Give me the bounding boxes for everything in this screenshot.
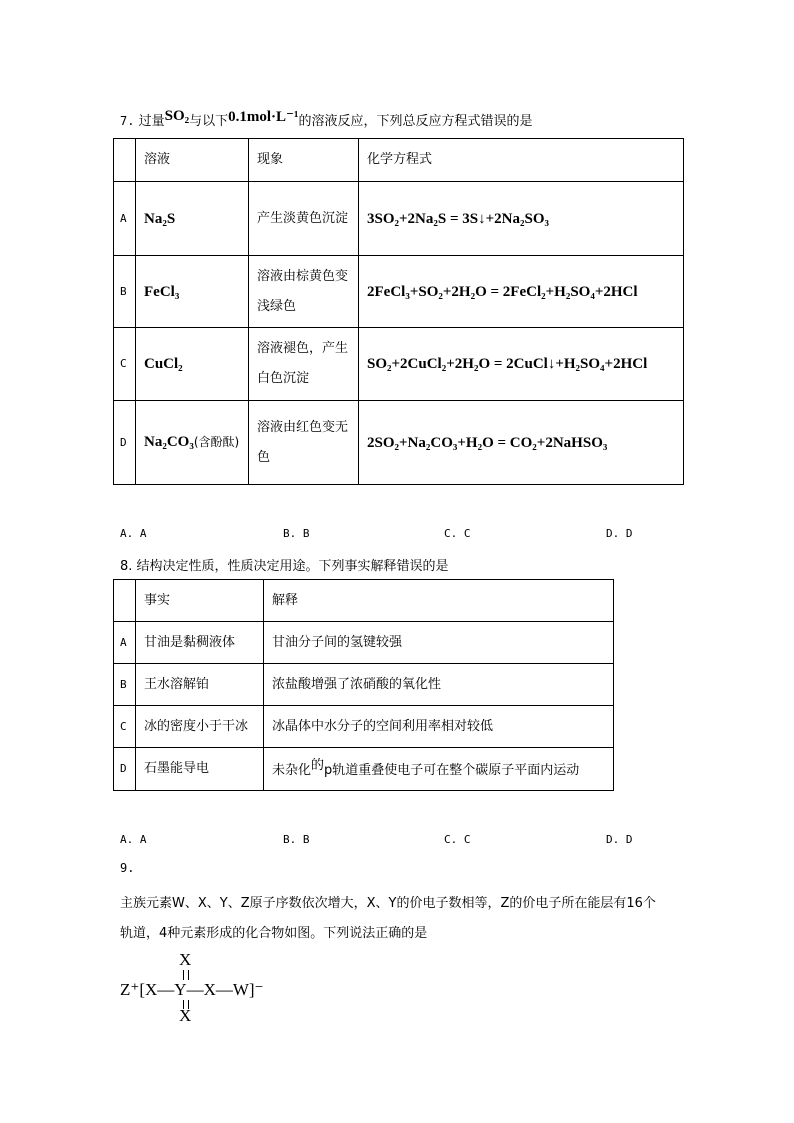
equation-cell: 2FeCl₃+SO₂+2H₂O = 2FeCl₂+H₂SO₄+2HCl — [359, 256, 684, 328]
explanation-de: 的 — [311, 758, 325, 773]
header-cell — [114, 139, 136, 182]
structure-top-x: X — [179, 950, 192, 969]
header-cell: 现象 — [249, 139, 359, 182]
table-row — [114, 401, 684, 485]
phenomenon-cell: 溶液由棕黄色变浅绿色 — [249, 256, 359, 328]
q8-option-b[interactable]: B. B — [283, 833, 310, 846]
solution-formula: Na₂CO₃ — [144, 434, 194, 450]
solution-cell: FeCl₃ — [136, 256, 249, 328]
fact-cell: 王水溶解铂 — [136, 664, 264, 706]
q7-stem-post: 的溶液反应，下列总反应方程式错误的是 — [298, 114, 533, 129]
solution-cell — [136, 401, 249, 485]
q9-stem-line1: 主族元素W、X、Y、Z原子序数依次增大，X、Y的价电子数相等，Z的价电子所在能层有16个 — [120, 896, 656, 911]
phenomenon-cell: 产生淡黄色沉淀 — [249, 182, 359, 256]
solution-cell: Na₂S — [136, 182, 249, 256]
q8-option-c[interactable]: C. C — [444, 833, 471, 846]
row-label: D — [114, 401, 136, 485]
q7-table — [113, 138, 684, 485]
row-label: A — [114, 182, 136, 256]
table-row — [114, 256, 684, 328]
header-cell: 溶液 — [136, 139, 249, 182]
row-label: C — [114, 706, 136, 748]
explanation-cell: 甘油分子间的氢键较强 — [264, 622, 614, 664]
fact-cell: 甘油是黏稠液体 — [136, 622, 264, 664]
phenomenon-cell: 溶液由红色变无色 — [249, 401, 359, 485]
structure-main-chain: Z⁺[X—Y—X—W]⁻ — [120, 980, 264, 999]
q8-option-a[interactable]: A. A — [120, 833, 147, 846]
q7-so2: SO₂ — [164, 108, 190, 124]
q9-number: 9. — [120, 861, 135, 875]
row-label: A — [114, 622, 136, 664]
q7-number: 7. — [120, 114, 135, 128]
fact-cell: 冰的密度小于干冰 — [136, 706, 264, 748]
q8-table — [113, 579, 614, 791]
fact-cell: 石墨能导电 — [136, 748, 264, 791]
q9-stem-line2: 轨道，4种元素形成的化合物如图。下列说法正确的是 — [120, 926, 428, 941]
table-row — [114, 622, 614, 664]
structure-bottom-x: X — [179, 1006, 192, 1025]
row-label: B — [114, 256, 136, 328]
q8-stem: 8. 结构决定性质，性质决定用途。下列事实解释错误的是 — [120, 559, 449, 574]
row-label: D — [114, 748, 136, 791]
header-cell — [114, 580, 136, 622]
table-row — [114, 328, 684, 401]
table-row — [114, 748, 614, 791]
equation-cell: 2SO₂+Na₂CO₃+H₂O = CO₂+2NaHSO₃ — [359, 401, 684, 485]
row-label: C — [114, 328, 136, 401]
q7-conc: 0.1mol·L⁻¹ — [228, 109, 299, 125]
table-row — [114, 182, 684, 256]
solution-cell: CuCl₂ — [136, 328, 249, 401]
q7-option-d[interactable]: D. D — [606, 527, 633, 540]
q7-option-c[interactable]: C. C — [444, 527, 471, 540]
q7-option-b[interactable]: B. B — [283, 527, 310, 540]
header-cell: 解释 — [264, 580, 614, 622]
row-label: B — [114, 664, 136, 706]
header-cell: 化学方程式 — [359, 139, 684, 182]
explanation-pre: 未杂化 — [272, 763, 312, 778]
solution-note: (含酚酞) — [193, 435, 240, 449]
q7-option-a[interactable]: A. A — [120, 527, 147, 540]
phenomenon-cell: 溶液褪色，产生白色沉淀 — [249, 328, 359, 401]
q8-header-row — [114, 580, 614, 622]
explanation-post: p轨道重叠使电子可在整个碳原子平面内运动 — [324, 763, 580, 778]
explanation-cell: 冰晶体中水分子的空间利用率相对较低 — [264, 706, 614, 748]
header-cell: 事实 — [136, 580, 264, 622]
equation-cell: SO₂+2CuCl₂+2H₂O = 2CuCl↓+H₂SO₄+2HCl — [359, 328, 684, 401]
table-row — [114, 664, 614, 706]
explanation-cell — [264, 748, 614, 791]
equation-cell: 3SO₂+2Na₂S = 3S↓+2Na₂SO₃ — [359, 182, 684, 256]
q7-stem — [120, 110, 533, 130]
q7-header-row — [114, 139, 684, 182]
explanation-cell: 浓盐酸增强了浓硝酸的氧化性 — [264, 664, 614, 706]
q8-option-d[interactable]: D. D — [606, 833, 633, 846]
q7-stem-mid: 与以下 — [189, 114, 229, 129]
q7-stem-pre: 过量 — [138, 114, 165, 129]
double-bond-top — [183, 970, 189, 980]
table-row — [114, 706, 614, 748]
